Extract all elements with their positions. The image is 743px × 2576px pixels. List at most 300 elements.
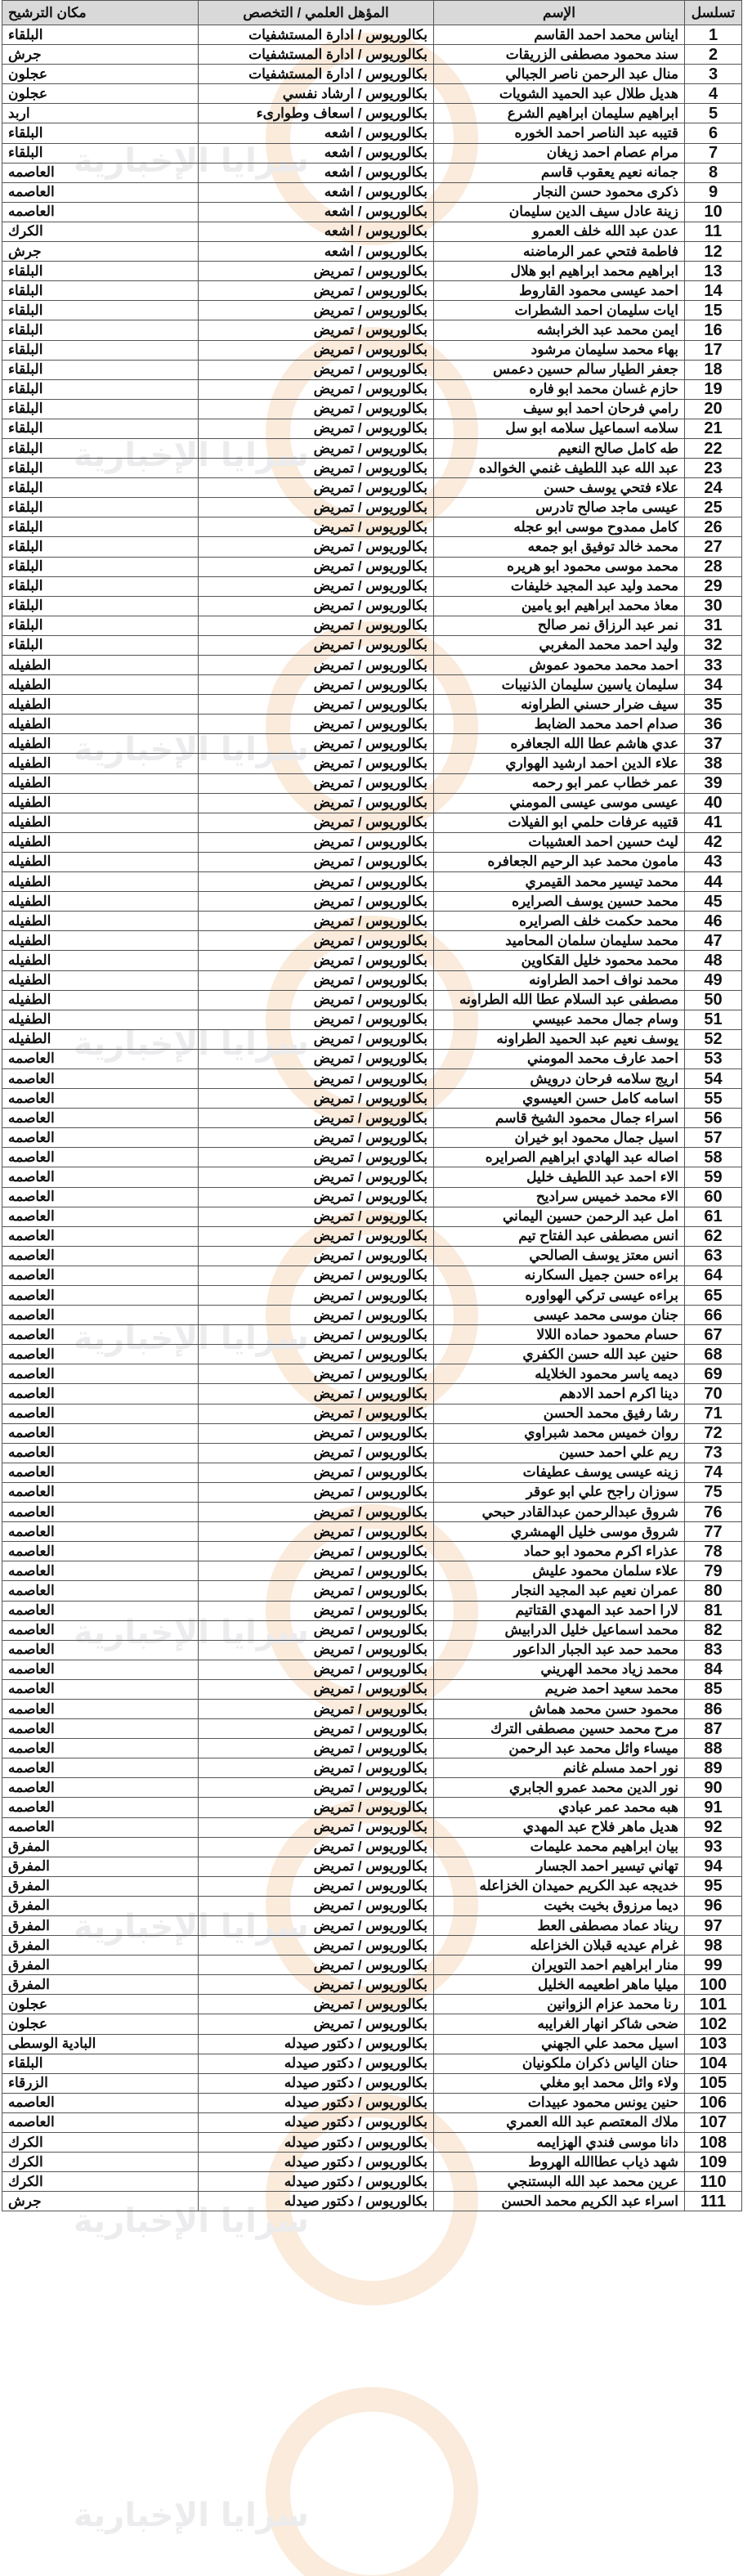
qualification-cell: بكالوريوس / تمريض <box>199 1187 434 1207</box>
name-cell: سيف ضرار حسني الطراونه <box>434 695 685 715</box>
place-cell: المفرق <box>2 1837 199 1857</box>
name-cell: دانا موسى فندي الهزايمه <box>434 2133 685 2153</box>
serial-cell: 23 <box>685 459 742 478</box>
qualification-cell: بكالوريوس / تمريض <box>199 1956 434 1975</box>
serial-cell: 97 <box>685 1916 742 1936</box>
table-row <box>2 892 742 912</box>
qualification-cell: بكالوريوس / دكتور صيدله <box>199 2093 434 2112</box>
serial-cell: 56 <box>685 1109 742 1128</box>
table-row <box>2 1699 742 1718</box>
qualification-cell: بكالوريوس / دكتور صيدله <box>199 2133 434 2153</box>
place-cell: العاصمه <box>2 202 199 222</box>
place-cell: الطفيله <box>2 931 199 951</box>
name-cell: فاطمة فتحي عمر الرماضنه <box>434 242 685 262</box>
name-cell: محمد حكمت خلف الصرايره <box>434 912 685 931</box>
place-cell: المفرق <box>2 1936 199 1956</box>
name-cell: اريج سلامه فرحان درويش <box>434 1068 685 1088</box>
table-row <box>2 1817 742 1837</box>
serial-cell: 26 <box>685 517 742 537</box>
name-cell: اسامه كامل حسن العيسوي <box>434 1089 685 1109</box>
name-cell: بهاء محمد سليمان مرشود <box>434 340 685 360</box>
name-cell: محمد زياد محمد الهريني <box>434 1660 685 1679</box>
qualification-cell: بكالوريوس / ارشاد نفسي <box>199 84 434 104</box>
table-row <box>2 1345 742 1364</box>
table-row <box>2 1936 742 1956</box>
name-cell: دينا اكرم احمد الادهم <box>434 1384 685 1404</box>
qualification-cell: بكالوريوس / تمريض <box>199 1482 434 1502</box>
watermark-text: سرايا الإخبارية <box>74 731 309 768</box>
qualification-cell: بكالوريوس / تمريض <box>199 517 434 537</box>
name-cell: احمد محمد محمود عموش <box>434 656 685 675</box>
place-cell: البلقاء <box>2 262 199 281</box>
name-cell: محمد خالد توفيق ابو جمعه <box>434 537 685 557</box>
place-cell: الطفيله <box>2 734 199 754</box>
serial-cell: 34 <box>685 675 742 695</box>
place-cell: العاصمه <box>2 1522 199 1542</box>
qualification-cell: بكالوريوس / دكتور صيدله <box>199 2112 434 2132</box>
place-cell: العاصمه <box>2 1778 199 1798</box>
name-cell: منال عبد الرحمن ناصر الجبالي <box>434 65 685 84</box>
table-row <box>2 438 742 458</box>
name-cell: الاء محمد خميس سراديح <box>434 1187 685 1207</box>
table-row <box>2 1187 742 1207</box>
serial-cell: 47 <box>685 931 742 951</box>
qualification-cell: بكالوريوس / ادارة المستشفيات <box>199 45 434 65</box>
place-cell: العاصمه <box>2 1109 199 1128</box>
table-row <box>2 1482 742 1502</box>
table-row <box>2 1010 742 1029</box>
qualification-cell: بكالوريوس / اشعه <box>199 242 434 262</box>
qualification-cell: بكالوريوس / تمريض <box>199 1975 434 1995</box>
name-cell: اسيل محمد علي الجهني <box>434 2034 685 2054</box>
serial-cell: 78 <box>685 1542 742 1561</box>
table-row <box>2 84 742 104</box>
place-cell: البلقاء <box>2 123 199 143</box>
candidates-table <box>2 0 742 2211</box>
serial-cell: 27 <box>685 537 742 557</box>
place-cell: الكرك <box>2 2153 199 2172</box>
name-cell: مرح محمد حسين مصطفى الترك <box>434 1719 685 1739</box>
qualification-cell: بكالوريوس / تمريض <box>199 832 434 852</box>
table-row <box>2 1068 742 1088</box>
name-cell: غرام عيديه قبلان الخزاعله <box>434 1936 685 1956</box>
name-cell: ضحى شاكر انهار الغرايبه <box>434 2014 685 2034</box>
name-cell: علاء سلمان محمود عليش <box>434 1561 685 1581</box>
serial-cell: 100 <box>685 1975 742 1995</box>
serial-cell: 67 <box>685 1325 742 1345</box>
name-cell: نور الدين محمد عمرو الجابري <box>434 1778 685 1798</box>
name-cell: رنا محمد عزام الزوانين <box>434 1995 685 2014</box>
table-row <box>2 832 742 852</box>
table-row <box>2 1758 742 1778</box>
serial-cell: 28 <box>685 557 742 576</box>
qualification-cell: بكالوريوس / تمريض <box>199 793 434 813</box>
watermark-text: سرايا الإخبارية <box>74 142 309 180</box>
serial-cell: 38 <box>685 754 742 773</box>
table-row <box>2 1423 742 1443</box>
place-cell: الطفيله <box>2 970 199 990</box>
name-cell: محمد نواف احمد الطراونه <box>434 970 685 990</box>
name-cell: كامل ممدوح موسى ابو عجله <box>434 517 685 537</box>
serial-cell: 31 <box>685 616 742 635</box>
table-row <box>2 1286 742 1306</box>
serial-cell: 43 <box>685 852 742 871</box>
place-cell: العاصمه <box>2 1148 199 1167</box>
qualification-cell: بكالوريوس / تمريض <box>199 990 434 1010</box>
serial-cell: 49 <box>685 970 742 990</box>
table-row <box>2 143 742 163</box>
table-row <box>2 1581 742 1601</box>
serial-cell: 107 <box>685 2112 742 2132</box>
serial-cell: 90 <box>685 1778 742 1798</box>
qualification-cell: بكالوريوس / تمريض <box>199 478 434 498</box>
table-row <box>2 2153 742 2172</box>
qualification-cell: بكالوريوس / تمريض <box>199 754 434 773</box>
serial-cell: 79 <box>685 1561 742 1581</box>
table-row <box>2 262 742 281</box>
serial-cell: 71 <box>685 1404 742 1423</box>
qualification-cell: بكالوريوس / تمريض <box>199 1561 434 1581</box>
place-cell: الطفيله <box>2 872 199 892</box>
serial-cell: 81 <box>685 1601 742 1620</box>
name-cell: رامي فرحان احمد ابو سيف <box>434 399 685 419</box>
qualification-cell: بكالوريوس / تمريض <box>199 1758 434 1778</box>
qualification-cell: بكالوريوس / تمريض <box>199 498 434 517</box>
place-cell: البادية الوسطى <box>2 2034 199 2054</box>
serial-cell: 45 <box>685 892 742 912</box>
place-cell: العاصمه <box>2 1345 199 1364</box>
name-cell: جنان موسى محمد عيسى <box>434 1306 685 1325</box>
table-row <box>2 1364 742 1384</box>
name-cell: محمد سعيد احمد ضريم <box>434 1679 685 1699</box>
table-row <box>2 1522 742 1542</box>
serial-cell: 75 <box>685 1482 742 1502</box>
table-row <box>2 675 742 695</box>
qualification-cell: بكالوريوس / تمريض <box>199 537 434 557</box>
table-row <box>2 912 742 931</box>
serial-cell: 105 <box>685 2073 742 2093</box>
qualification-cell: بكالوريوس / تمريض <box>199 1857 434 1876</box>
table-row <box>2 2133 742 2153</box>
place-cell: العاصمه <box>2 2112 199 2132</box>
name-cell: عبد الله عبد اللطيف غنمي الخوالده <box>434 459 685 478</box>
qualification-cell: بكالوريوس / تمريض <box>199 616 434 635</box>
qualification-cell: بكالوريوس / تمريض <box>199 1817 434 1837</box>
place-cell: البلقاء <box>2 438 199 458</box>
name-cell: ابراهيم سليمان ابراهيم الشرع <box>434 104 685 123</box>
serial-cell: 59 <box>685 1167 742 1187</box>
place-cell: المفرق <box>2 1916 199 1936</box>
name-cell: خديجه عبد الكريم حميدان الخزاعله <box>434 1876 685 1896</box>
table-row <box>2 635 742 655</box>
place-cell: العاصمه <box>2 1817 199 1837</box>
table-row <box>2 2034 742 2054</box>
table-row <box>2 990 742 1010</box>
qualification-cell: بكالوريوس / اسعاف وطوارىء <box>199 104 434 123</box>
table-row <box>2 656 742 675</box>
serial-cell: 62 <box>685 1226 742 1246</box>
table-row <box>2 202 742 222</box>
name-cell: ذكرى محمود حسن النجار <box>434 182 685 202</box>
serial-cell: 18 <box>685 360 742 379</box>
serial-cell: 66 <box>685 1306 742 1325</box>
name-cell: نور احمد مسلم غانم <box>434 1758 685 1778</box>
table-row <box>2 222 742 241</box>
qualification-cell: بكالوريوس / تمريض <box>199 715 434 734</box>
table-row <box>2 123 742 143</box>
qualification-cell: بكالوريوس / تمريض <box>199 1148 434 1167</box>
name-cell: اسيل جمال محمود ابو خيران <box>434 1128 685 1148</box>
name-cell: ولاء وائل محمد ابو مغلي <box>434 2073 685 2093</box>
serial-cell: 80 <box>685 1581 742 1601</box>
name-cell: مامون محمد عبد الرحيم الجعافره <box>434 852 685 871</box>
table-row <box>2 793 742 813</box>
qualification-cell: بكالوريوس / تمريض <box>199 1896 434 1915</box>
serial-cell: 87 <box>685 1719 742 1739</box>
qualification-cell: بكالوريوس / تمريض <box>199 1719 434 1739</box>
place-cell: العاصمه <box>2 1581 199 1601</box>
name-cell: طه كامل صالح النعيم <box>434 438 685 458</box>
qualification-cell: بكالوريوس / تمريض <box>199 1207 434 1226</box>
table-row <box>2 2093 742 2112</box>
serial-cell: 93 <box>685 1837 742 1857</box>
serial-cell: 35 <box>685 695 742 715</box>
table-row <box>2 1739 742 1758</box>
serial-cell: 9 <box>685 182 742 202</box>
place-cell: البلقاء <box>2 419 199 438</box>
place-cell: البلقاء <box>2 596 199 616</box>
place-cell: الطفيله <box>2 773 199 793</box>
serial-cell: 108 <box>685 2133 742 2153</box>
place-cell: البلقاء <box>2 635 199 655</box>
place-cell: الطفيله <box>2 675 199 695</box>
place-cell: المفرق <box>2 1975 199 1995</box>
name-cell: حنان الياس ذكران ملكونيان <box>434 2054 685 2073</box>
table-row <box>2 1876 742 1896</box>
qualification-cell: بكالوريوس / تمريض <box>199 970 434 990</box>
qualification-cell: بكالوريوس / تمريض <box>199 301 434 320</box>
name-cell: روان خميس محمد شبراوي <box>434 1423 685 1443</box>
table-row <box>2 1325 742 1345</box>
table-row <box>2 301 742 320</box>
place-cell: العاصمه <box>2 1089 199 1109</box>
table-row <box>2 340 742 360</box>
name-cell: عرين محمد عبد الله البستنجي <box>434 2172 685 2192</box>
place-cell: الطفيله <box>2 813 199 832</box>
place-cell: عجلون <box>2 65 199 84</box>
serial-cell: 65 <box>685 1286 742 1306</box>
table-row <box>2 576 742 596</box>
name-cell: انس معتز يوسف الصالحي <box>434 1246 685 1266</box>
name-cell: ريناد عماد مصطفى العط <box>434 1916 685 1936</box>
name-cell: اسراء عبد الكريم محمد الحسن <box>434 2192 685 2211</box>
name-cell: سلامه اسماعيل سلامه ابو سل <box>434 419 685 438</box>
place-cell: الكرك <box>2 2133 199 2153</box>
name-cell: محمد محمود خليل القكاوين <box>434 951 685 970</box>
serial-cell: 19 <box>685 379 742 399</box>
serial-cell: 54 <box>685 1068 742 1088</box>
table-row <box>2 1049 742 1068</box>
qualification-cell: بكالوريوس / تمريض <box>199 734 434 754</box>
qualification-cell: بكالوريوس / تمريض <box>199 399 434 419</box>
qualification-cell: بكالوريوس / تمريض <box>199 852 434 871</box>
place-cell: اربد <box>2 104 199 123</box>
serial-cell: 61 <box>685 1207 742 1226</box>
watermark-text: سرايا الإخبارية <box>74 437 309 474</box>
qualification-cell: بكالوريوس / تمريض <box>199 1068 434 1088</box>
qualification-cell: بكالوريوس / اشعه <box>199 123 434 143</box>
watermark-text: سرايا الإخبارية <box>74 1319 309 1357</box>
table-row <box>2 1128 742 1148</box>
qualification-cell: بكالوريوس / تمريض <box>199 1522 434 1542</box>
qualification-cell: بكالوريوس / تمريض <box>199 459 434 478</box>
table-row <box>2 1601 742 1620</box>
qualification-cell: بكالوريوس / تمريض <box>199 1463 434 1482</box>
serial-cell: 89 <box>685 1758 742 1778</box>
table-row <box>2 2172 742 2192</box>
table-row <box>2 1384 742 1404</box>
place-cell: العاصمه <box>2 1679 199 1699</box>
serial-cell: 103 <box>685 2034 742 2054</box>
qualification-cell: بكالوريوس / ادارة المستشفيات <box>199 25 434 45</box>
qualification-cell: بكالوريوس / تمريض <box>199 1798 434 1817</box>
watermark-text: سرايا الإخبارية <box>74 2202 309 2240</box>
place-cell: العاصمه <box>2 1758 199 1778</box>
qualification-cell: بكالوريوس / تمريض <box>199 1364 434 1384</box>
name-cell: علاء فتحي يوسف حسن <box>434 478 685 498</box>
table-row <box>2 2192 742 2211</box>
place-cell: الطفيله <box>2 1010 199 1029</box>
name-cell: الاء احمد عبد اللطيف خليل <box>434 1167 685 1187</box>
serial-cell: 10 <box>685 202 742 222</box>
watermark-text: سرايا الإخبارية <box>74 2497 309 2534</box>
qualification-cell: بكالوريوس / دكتور صيدله <box>199 2172 434 2192</box>
name-cell: نمر عبد الرزاق نمر صالح <box>434 616 685 635</box>
table-row <box>2 557 742 576</box>
header-serial: تسلسل <box>685 1 742 25</box>
serial-cell: 98 <box>685 1936 742 1956</box>
place-cell: المفرق <box>2 1876 199 1896</box>
qualification-cell: بكالوريوس / تمريض <box>199 1995 434 2014</box>
qualification-cell: بكالوريوس / تمريض <box>199 1778 434 1798</box>
serial-cell: 3 <box>685 65 742 84</box>
serial-cell: 6 <box>685 123 742 143</box>
serial-cell: 50 <box>685 990 742 1010</box>
name-cell: محمد سليمان سلمان المحاميد <box>434 931 685 951</box>
serial-cell: 30 <box>685 596 742 616</box>
name-cell: جعفر الطيار سالم حسين دعمس <box>434 360 685 379</box>
table-row <box>2 419 742 438</box>
serial-cell: 39 <box>685 773 742 793</box>
serial-cell: 77 <box>685 1522 742 1542</box>
place-cell: البلقاء <box>2 399 199 419</box>
name-cell: ايات سليمان احمد الشطرات <box>434 301 685 320</box>
serial-cell: 37 <box>685 734 742 754</box>
place-cell: العاصمه <box>2 1660 199 1679</box>
watermark-text: سرايا الإخبارية <box>74 1908 309 1946</box>
name-cell: عدن عبد الله خلف العمرو <box>434 222 685 241</box>
table-row <box>2 65 742 84</box>
serial-cell: 96 <box>685 1896 742 1915</box>
name-cell: محمد وليد عبد المجيد خليفات <box>434 576 685 596</box>
place-cell: الطفيله <box>2 892 199 912</box>
place-cell: البلقاء <box>2 557 199 576</box>
place-cell: الطفيله <box>2 951 199 970</box>
qualification-cell: بكالوريوس / تمريض <box>199 635 434 655</box>
serial-cell: 11 <box>685 222 742 241</box>
serial-cell: 88 <box>685 1739 742 1758</box>
place-cell: جرش <box>2 242 199 262</box>
serial-cell: 68 <box>685 1345 742 1364</box>
qualification-cell: بكالوريوس / تمريض <box>199 1936 434 1956</box>
name-cell: شروق عبدالرحمن عبدالقادر حبحي <box>434 1503 685 1522</box>
table-row <box>2 517 742 537</box>
place-cell: العاصمه <box>2 1306 199 1325</box>
serial-cell: 111 <box>685 2192 742 2211</box>
qualification-cell: بكالوريوس / تمريض <box>199 576 434 596</box>
table-row <box>2 1719 742 1739</box>
table-row <box>2 498 742 517</box>
table-row <box>2 1167 742 1187</box>
qualification-cell: بكالوريوس / تمريض <box>199 1286 434 1306</box>
name-cell: اسراء جمال محمود الشيخ قاسم <box>434 1109 685 1128</box>
name-cell: وليد احمد محمد المغربي <box>434 635 685 655</box>
name-cell: صدام احمد محمد الضابط <box>434 715 685 734</box>
place-cell: العاصمه <box>2 163 199 182</box>
place-cell: المفرق <box>2 1956 199 1975</box>
name-cell: عمر خطاب عمر ابو رحمه <box>434 773 685 793</box>
table-row <box>2 2112 742 2132</box>
table-row <box>2 242 742 262</box>
qualification-cell: بكالوريوس / دكتور صيدله <box>199 2073 434 2093</box>
table-row <box>2 1798 742 1817</box>
table-row <box>2 1109 742 1128</box>
serial-cell: 53 <box>685 1049 742 1068</box>
qualification-cell: بكالوريوس / تمريض <box>199 773 434 793</box>
qualification-cell: بكالوريوس / تمريض <box>199 1384 434 1404</box>
serial-cell: 70 <box>685 1384 742 1404</box>
qualification-cell: بكالوريوس / تمريض <box>199 262 434 281</box>
name-cell: حنين عبد الله حسن الكفري <box>434 1345 685 1364</box>
serial-cell: 74 <box>685 1463 742 1482</box>
name-cell: هديل ماهر فلاح عبد المهدي <box>434 1817 685 1837</box>
place-cell: الطفيله <box>2 754 199 773</box>
table-row <box>2 1995 742 2014</box>
serial-cell: 86 <box>685 1699 742 1718</box>
place-cell: البلقاء <box>2 478 199 498</box>
qualification-cell: بكالوريوس / تمريض <box>199 1167 434 1187</box>
place-cell: الكرك <box>2 222 199 241</box>
qualification-cell: بكالوريوس / تمريض <box>199 1246 434 1266</box>
qualification-cell: بكالوريوس / تمريض <box>199 951 434 970</box>
serial-cell: 64 <box>685 1266 742 1285</box>
place-cell: البلقاء <box>2 517 199 537</box>
place-cell: العاصمه <box>2 1226 199 1246</box>
name-cell: ليث حسين احمد العشيبات <box>434 832 685 852</box>
place-cell: العاصمه <box>2 1503 199 1522</box>
serial-cell: 83 <box>685 1640 742 1660</box>
table-row <box>2 1148 742 1167</box>
place-cell: جرش <box>2 45 199 65</box>
qualification-cell: بكالوريوس / تمريض <box>199 1640 434 1660</box>
name-cell: حنين يونس محمود عبيدات <box>434 2093 685 2112</box>
name-cell: منار ابراهيم احمد التويران <box>434 1956 685 1975</box>
serial-cell: 91 <box>685 1798 742 1817</box>
table-header-row <box>2 1 742 25</box>
qualification-cell: بكالوريوس / اشعه <box>199 143 434 163</box>
qualification-cell: بكالوريوس / اشعه <box>199 202 434 222</box>
name-cell: احمد عيسى محمود القاروط <box>434 281 685 301</box>
